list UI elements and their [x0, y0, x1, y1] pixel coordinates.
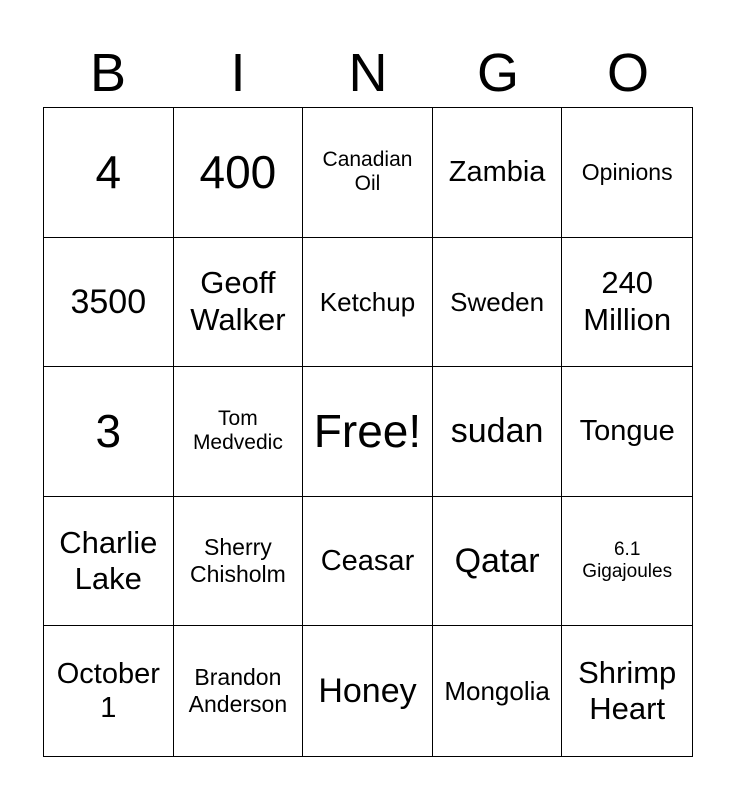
- bingo-cell[interactable]: [174, 238, 304, 368]
- bingo-cell[interactable]: [303, 238, 433, 368]
- bingo-cell[interactable]: [562, 367, 692, 497]
- cell-text: Brandon Anderson: [188, 664, 288, 718]
- bingo-cell[interactable]: [174, 626, 304, 756]
- cell-text: 400: [199, 146, 277, 199]
- header-letter-g: G: [476, 43, 519, 103]
- cell-text: Canadian Oil: [322, 147, 413, 196]
- bingo-cell[interactable]: [44, 238, 174, 368]
- cell-text: Sherry Chisholm: [189, 533, 286, 588]
- cell-text: sudan: [450, 412, 544, 451]
- bingo-cell[interactable]: [44, 497, 174, 627]
- cell-text: 3: [95, 405, 122, 458]
- bingo-cell[interactable]: [174, 108, 304, 238]
- cell-text: Free!: [313, 405, 422, 458]
- cell-text: Sweden: [450, 286, 545, 317]
- bingo-cell[interactable]: [433, 626, 563, 756]
- bingo-cell[interactable]: [303, 108, 433, 238]
- cell-text: Shrimp Heart: [578, 654, 677, 727]
- cell-text: Tongue: [579, 415, 675, 448]
- cell-text: Geoff Walker: [190, 265, 286, 337]
- cell-text: Ceasar: [320, 544, 415, 577]
- bingo-cell[interactable]: [44, 367, 174, 497]
- bingo-cell[interactable]: [174, 497, 304, 627]
- bingo-cell free-space[interactable]: [303, 367, 433, 497]
- cell-text: 4: [95, 146, 122, 199]
- cell-text: Mongolia: [444, 675, 550, 706]
- bingo-cell[interactable]: [303, 497, 433, 627]
- bingo-cell[interactable]: [303, 626, 433, 756]
- bingo-cell[interactable]: [44, 108, 174, 238]
- bingo-cell[interactable]: [433, 238, 563, 368]
- bingo-cell[interactable]: [433, 108, 563, 238]
- cell-text: Zambia: [448, 156, 546, 189]
- cell-text: October 1: [56, 657, 160, 725]
- cell-text: Qatar: [454, 542, 540, 581]
- cell-text: Tom Medvedic: [192, 406, 283, 455]
- cell-text: 240 Million: [583, 265, 672, 337]
- bingo-cell[interactable]: [433, 497, 563, 627]
- header-letter-o: O: [606, 43, 649, 103]
- bingo-cell[interactable]: [174, 367, 304, 497]
- bingo-cell[interactable]: [433, 367, 563, 497]
- header-letter-b: B: [89, 43, 127, 103]
- bingo-cell[interactable]: [562, 238, 692, 368]
- cell-text: 6.1 Gigajoules: [582, 538, 673, 583]
- cell-text: Opinions: [581, 158, 673, 185]
- cell-text: 3500: [70, 282, 147, 321]
- cell-text: Charlie Lake: [59, 524, 158, 597]
- bingo-cell[interactable]: [562, 626, 692, 756]
- bingo-board: [43, 107, 693, 757]
- bingo-cell[interactable]: [562, 108, 692, 238]
- cell-text: Honey: [318, 672, 417, 711]
- bingo-cell[interactable]: [44, 626, 174, 756]
- header-letter-n: N: [348, 43, 388, 103]
- bingo-header: [43, 40, 693, 106]
- cell-text: Ketchup: [319, 286, 416, 317]
- header-letter-i: I: [230, 43, 246, 103]
- bingo-cell[interactable]: [562, 497, 692, 627]
